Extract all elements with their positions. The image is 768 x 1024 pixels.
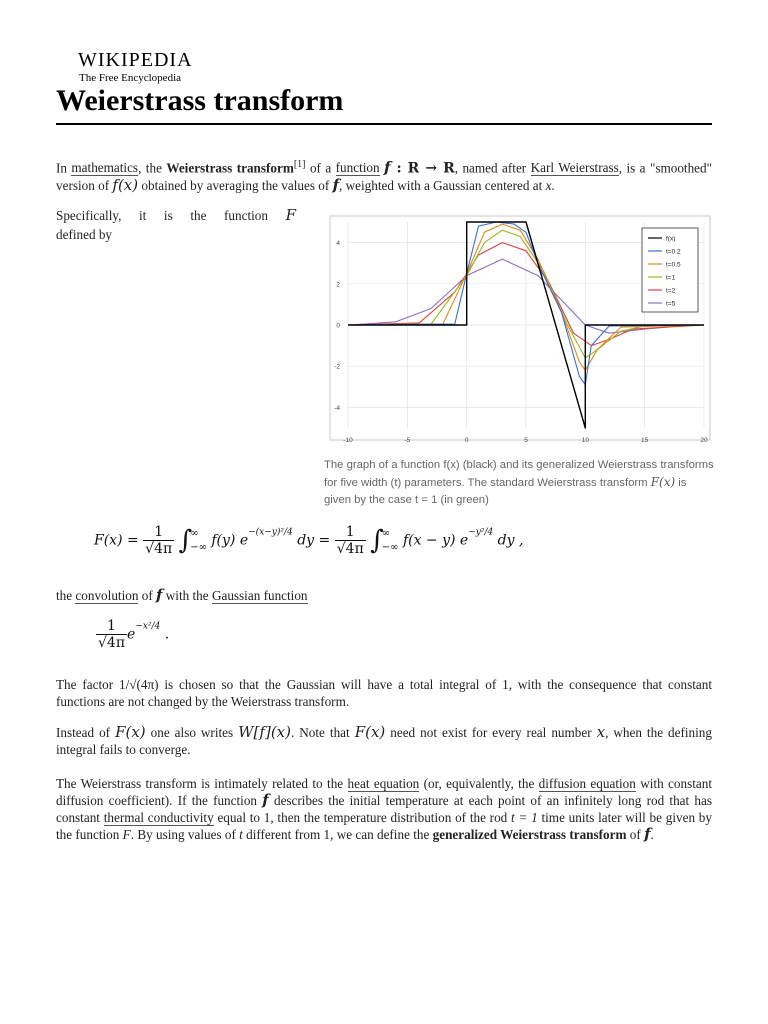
integral-sign: ∫ [370, 525, 384, 556]
legend-label: t=5 [666, 300, 676, 308]
link-heat-equation[interactable]: heat equation [347, 776, 420, 791]
math-fx: f(x) [112, 176, 139, 195]
specifically-line1 [56, 207, 296, 224]
eq-integrand: f(x − y) e [402, 532, 469, 549]
x-tick-label: 10 [581, 437, 589, 444]
text: , the [138, 160, 167, 176]
wikipedia-logo[interactable] [78, 50, 193, 84]
text: (or, equivalently, the [419, 776, 539, 791]
math-x: x [545, 178, 552, 194]
link-function[interactable]: function [335, 160, 380, 176]
text: obtained by averaging the values of [138, 178, 333, 194]
eq-lhs: F(x) = [94, 532, 139, 549]
math-f: f [156, 586, 163, 604]
math-F: F [285, 206, 296, 224]
legend-label: f(x) [666, 235, 676, 243]
specifically-line2: defined by [56, 227, 113, 242]
convolution-line [56, 587, 712, 604]
legend-label: t=0.2 [666, 248, 681, 256]
eq-e: e [127, 626, 136, 643]
math-f: f [384, 158, 391, 177]
eq-exponent: −y²/4 [468, 527, 494, 538]
math-x: x [596, 723, 606, 741]
link-thermal-conductivity[interactable]: thermal conductivity [103, 810, 214, 825]
text: . [650, 827, 654, 842]
math-f: f [262, 791, 269, 809]
gaussian-equation [96, 618, 169, 651]
y-tick-label: -4 [334, 404, 340, 412]
eq-dy: dy , [493, 532, 524, 549]
text: Specifically, it is the function [56, 208, 286, 223]
legend-label: t=0.5 [666, 261, 681, 269]
legend-label: t=1 [666, 274, 676, 282]
logo-subtitle: The Free Encyclopedia [79, 72, 182, 84]
text: . Note that [290, 725, 355, 740]
text: , is a "smoothed" version of [56, 160, 713, 194]
link-gaussian-function[interactable]: Gaussian function [211, 588, 308, 603]
caption-text: The graph of a function f(x) (black) and its generalized Weierstrass transforms for five width (t) parameters. The standard Weierstrass transform [324, 459, 714, 489]
y-tick-label: 2 [336, 281, 340, 289]
eq-integrand: f(y) e [211, 532, 249, 549]
eq-num: 1 [107, 618, 116, 634]
x-tick-label: -5 [404, 437, 411, 444]
eq-end: . [160, 626, 170, 643]
reference-link[interactable]: [1] [293, 159, 306, 170]
math-Fx: F(x) [354, 723, 386, 741]
caption-text: is given by the case t = 1 (in green) [324, 477, 687, 506]
figure-caption [324, 457, 716, 509]
math-f: f [332, 176, 340, 195]
text: the [56, 588, 76, 603]
math-t: t [239, 827, 243, 842]
x-tick-label: 5 [524, 437, 528, 444]
text: one also writes [145, 725, 239, 740]
text: with the [162, 588, 212, 603]
x-tick-label: 0 [464, 437, 469, 444]
legend-label: t=2 [666, 287, 676, 295]
integral-sign: ∫ [178, 525, 193, 556]
title-divider [56, 123, 712, 125]
heat-paragraph [56, 775, 712, 843]
eq-fraction [96, 618, 127, 651]
eq-num: 1 [154, 524, 164, 540]
figure [324, 212, 716, 509]
upper-limit: ∞ [381, 527, 391, 539]
text: In [56, 160, 72, 176]
text: equal to 1, then the temperature distribution of the rod [213, 810, 512, 825]
eq-exponent: −x²/4 [135, 621, 161, 632]
math-Fx: F(x) [115, 723, 146, 741]
text: of a [305, 160, 336, 176]
x-tick-label: -10 [343, 437, 353, 444]
x-tick-label: 15 [641, 437, 649, 444]
lower-limit: −∞ [381, 541, 399, 553]
text: of [138, 588, 157, 603]
y-tick-label: 0 [336, 322, 340, 330]
lower-limit: −∞ [190, 541, 207, 553]
upper-limit: ∞ [190, 527, 199, 539]
text: , weighted with a Gaussian centered at [339, 178, 546, 194]
text: different from 1, we can define the [242, 827, 433, 842]
math-mapping: : R → R [390, 160, 455, 177]
page-title: Weierstrass transform [56, 84, 344, 117]
text: time units later will be given by the function [56, 810, 712, 842]
text: Instead of [56, 725, 116, 740]
y-tick-label: -2 [334, 363, 340, 371]
eq-exponent: −(x−y)²/4 [248, 527, 293, 538]
eq-fraction [335, 524, 366, 557]
x-tick-label: 20 [700, 437, 708, 444]
main-equation [94, 524, 523, 557]
eq-den: √4π [98, 635, 126, 651]
text: need not exist for every real number [385, 725, 597, 740]
weierstrass-chart [324, 212, 716, 450]
bold-term: generalized Weierstrass transform [432, 827, 627, 842]
eq-num: 1 [345, 524, 355, 540]
eq-den: √4π [336, 541, 364, 557]
text: . [551, 178, 555, 194]
text: , named after [454, 160, 531, 176]
integral-limits [382, 527, 399, 555]
link-mathematics[interactable]: mathematics [71, 160, 139, 176]
math-t-eq: t = 1 [511, 810, 538, 825]
math-F: F [122, 827, 131, 842]
instead-paragraph [56, 724, 712, 758]
intro-paragraph [56, 156, 712, 194]
link-diffusion-equation[interactable]: diffusion equation [538, 776, 636, 791]
text: , when the defining integral fails to converge. [56, 725, 712, 757]
link-convolution[interactable]: convolution [75, 588, 139, 603]
text: The Weierstrass transform is intimately related to the [56, 776, 348, 791]
y-tick-label: 4 [336, 240, 340, 248]
link-karl-weierstrass[interactable]: Karl Weierstrass [530, 160, 619, 176]
eq-dy: dy = [292, 532, 331, 549]
eq-den: √4π [145, 541, 173, 557]
integral-limits [190, 527, 207, 555]
caption-math: F(x) [650, 475, 676, 489]
factor-paragraph: The factor 1/√(4π) is chosen so that the Gaussian will have a total integral of 1, with the consequence that constant functions are not changed by the Weierstrass transform. [56, 677, 712, 709]
text: . By using values of [130, 827, 240, 842]
logo-wordmark: WIKIPEDIA [78, 49, 193, 71]
text: describes the initial temperature at each point of an infinitely long rod that has constant [56, 793, 713, 825]
math-f: f [644, 825, 651, 843]
math-Wfx: W[f](x) [238, 723, 291, 741]
text: with constant diffusion coefficient). If the function [56, 776, 712, 808]
text: of [626, 827, 645, 842]
eq-fraction [143, 524, 174, 557]
bold-term: Weierstrass transform [166, 160, 294, 176]
